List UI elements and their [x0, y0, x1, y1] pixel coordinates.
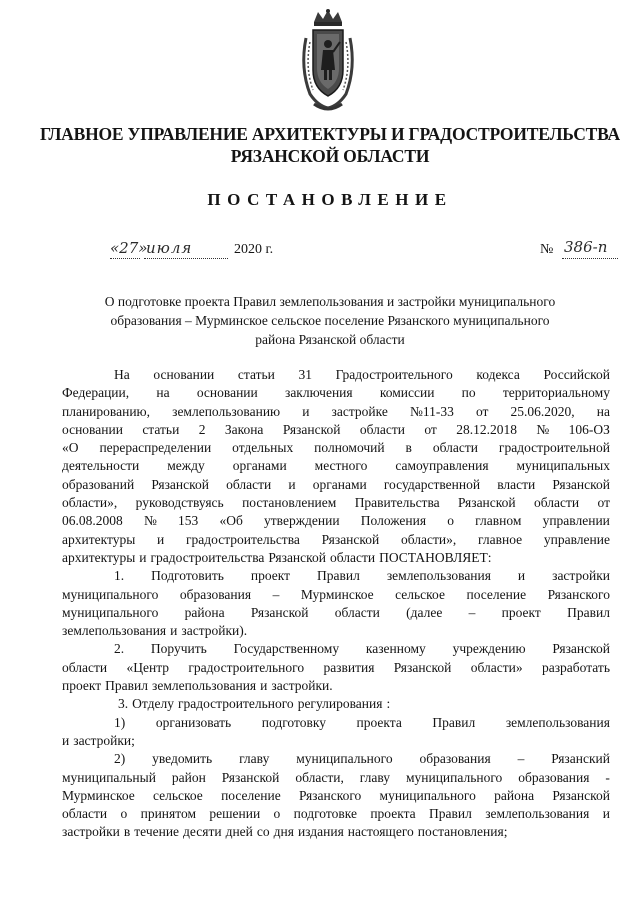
body-word: Рязанский — [551, 751, 610, 767]
body-word: главное — [478, 531, 523, 547]
body-line — [62, 604, 610, 622]
body-word: Правил — [567, 604, 610, 620]
body-word: власти — [497, 476, 536, 492]
body-word: основании — [62, 421, 123, 437]
body-word: со — [256, 824, 270, 840]
body-word: муниципального — [405, 769, 503, 785]
body-word: образования — [518, 769, 590, 785]
body-line — [62, 677, 610, 695]
body-word: управление — [543, 531, 610, 547]
body-word: и — [260, 678, 268, 694]
body-word: застройки — [552, 568, 610, 584]
body-word: градостроительного — [188, 659, 305, 675]
body-word: и — [302, 403, 310, 419]
body-word: Правил — [105, 678, 148, 694]
body-word: сельское — [152, 787, 203, 803]
body-word: 28.12.2018 — [456, 421, 517, 437]
body-word: отдельных — [232, 440, 294, 456]
body-word: области — [226, 476, 272, 492]
body-word: 3. — [118, 696, 129, 712]
body-word: и — [157, 531, 165, 547]
subject-line: О подготовке проекта Правил землепользования и застройки муниципального — [104, 294, 556, 309]
body-line — [62, 787, 610, 805]
body-word: землепользованию — [172, 403, 281, 419]
body-line — [62, 659, 610, 677]
body-word: заключения — [284, 385, 353, 401]
date-month: июля — [146, 239, 193, 257]
body-word: руководствуясь — [135, 495, 224, 511]
subject-line: образования – Мурминское сельское поселение Рязанского муниципального — [110, 313, 550, 328]
body-word: градостроительства — [150, 549, 265, 565]
body-word: области», — [62, 495, 118, 511]
body-word: Рязанской — [552, 641, 610, 657]
body-word: и — [602, 806, 610, 822]
body-line — [62, 823, 610, 841]
body-word: комиссии — [379, 385, 435, 401]
body-word: проекта — [356, 714, 402, 730]
body-word: уведомить — [152, 751, 213, 767]
body-word: дней — [225, 824, 253, 840]
body-word: 1. — [114, 568, 125, 584]
body-word: области — [330, 549, 376, 565]
body-word: области» — [470, 659, 523, 675]
body-word: Рязанской — [393, 659, 452, 675]
body-word: территориальному — [502, 385, 610, 401]
body-word: регулирования — [297, 696, 383, 712]
body-word: Мурминское — [62, 787, 135, 803]
body-word: проект — [501, 604, 541, 620]
body-word: муниципальных — [516, 458, 610, 474]
body-line — [62, 769, 610, 787]
body-line — [62, 805, 610, 823]
body-line — [62, 384, 610, 402]
body-word: Правил — [432, 714, 476, 730]
body-word: землепользования — [505, 714, 610, 730]
body-line — [62, 476, 610, 494]
body-word: в — [405, 440, 412, 456]
body-word: области — [62, 806, 108, 822]
date-day: «27» — [110, 239, 148, 257]
body-word: главу — [359, 769, 391, 785]
body-word: Рязанского — [298, 787, 362, 803]
body-word: градостроительства — [186, 531, 300, 547]
document-type-title: ПОСТАНОВЛЕНИЕ — [207, 190, 453, 209]
body-word: статьи — [142, 421, 180, 437]
date-year: 2020 г. — [234, 242, 274, 257]
body-word: от — [597, 495, 610, 511]
body-word: поселение — [221, 787, 281, 803]
body-word: о — [273, 806, 281, 822]
body-line — [62, 549, 610, 567]
body-word: подготовку — [261, 714, 326, 730]
body-word: образования — [419, 751, 491, 767]
body-word: 2 — [198, 421, 206, 437]
body-word: организовать — [155, 714, 232, 730]
body-word: кодекса — [476, 367, 520, 382]
body-word: Правительства — [354, 495, 440, 511]
body-line — [62, 421, 610, 439]
body-word: образования — [179, 586, 252, 602]
body-word: градостроительной — [498, 440, 610, 456]
body-word: 2) — [114, 751, 126, 767]
body-word: Подготовить — [151, 568, 224, 584]
body-word: полномочий — [314, 440, 385, 456]
body-word: муниципального — [62, 586, 159, 602]
body-word: На — [114, 367, 130, 382]
body-word: главу — [239, 751, 270, 767]
body-word: и — [139, 549, 147, 565]
body-word: № — [143, 513, 157, 529]
body-line — [62, 512, 610, 530]
body-word: Рязанской — [250, 604, 309, 620]
body-word: №11-33 — [409, 403, 454, 419]
body-line — [62, 695, 610, 713]
body-word: муниципальный — [62, 769, 156, 785]
body-word: землепользования — [386, 568, 491, 584]
body-word: на — [156, 385, 170, 401]
body-word: (далее — [406, 604, 443, 620]
body-word: и — [62, 732, 70, 748]
body-word: учреждению — [452, 641, 526, 657]
organization-name-line1: ГЛАВНОЕ УПРАВЛЕНИЕ АРХИТЕКТУРЫ И ГРАДОСТРОИТЕЛЬСТВА — [40, 124, 620, 144]
body-word: и — [170, 623, 178, 639]
body-word: Рязанской — [151, 476, 209, 492]
body-word: Поручить — [150, 641, 207, 657]
body-word: области — [534, 495, 580, 511]
body-word: 106-ОЗ — [568, 421, 610, 437]
body-word: – — [468, 604, 476, 620]
body-word: области — [359, 421, 405, 437]
body-word: 25.06.2020, — [510, 403, 575, 419]
body-word: сельское — [395, 586, 445, 602]
subject-line: района Рязанской области — [255, 332, 405, 347]
body-word: землепользования — [152, 678, 257, 694]
body-word: области — [334, 604, 380, 620]
coat-of-arms-emblem — [296, 8, 360, 118]
body-line — [62, 567, 610, 585]
body-word: управлении — [542, 513, 610, 529]
body-line — [62, 640, 610, 658]
body-line — [62, 494, 610, 512]
body-word: Рязанской — [321, 531, 380, 547]
body-word: между — [167, 458, 205, 474]
body-word: дня — [273, 824, 294, 840]
body-word: основании — [196, 385, 258, 401]
body-word: Отделу — [132, 696, 174, 712]
body-word: перераспределении — [99, 440, 212, 456]
body-word: застройки. — [271, 678, 333, 694]
body-word: области — [432, 440, 478, 456]
body-word: деятельности — [62, 458, 140, 474]
body-word: по — [461, 385, 476, 401]
body-line — [62, 732, 610, 750]
body-line — [62, 750, 610, 768]
body-word: Закона — [224, 421, 264, 437]
body-word: области — [62, 659, 108, 675]
body-word: Рязанской — [268, 549, 326, 565]
number-value: 386-п — [564, 238, 608, 256]
body-word: ПОСТАНОВЛЯЕТ: — [379, 549, 492, 565]
body-word: застройки). — [181, 623, 248, 639]
body-word: области, — [295, 769, 344, 785]
body-line — [62, 439, 610, 457]
body-word: местного — [314, 458, 368, 474]
body-word: Федерации, — [62, 385, 130, 401]
body-word: о — [120, 806, 128, 822]
body-word: Рязанского — [547, 586, 610, 602]
body-word: о — [447, 513, 454, 529]
body-word: государственной — [383, 476, 481, 492]
body-word: района — [184, 604, 225, 620]
body-word: Положения — [360, 513, 427, 529]
body-word: 2. — [114, 641, 125, 657]
body-line — [62, 531, 610, 549]
body-word: района — [494, 787, 535, 803]
body-line — [62, 366, 610, 384]
body-word: Рязанской — [221, 769, 280, 785]
body-word: самоуправления — [395, 458, 489, 474]
body-word: на — [596, 403, 610, 419]
body-word: – — [272, 586, 280, 602]
body-word: «Центр — [126, 659, 170, 675]
body-word: Правил — [317, 568, 360, 584]
body-word: издания — [297, 824, 344, 840]
body-word: проект — [62, 678, 102, 694]
body-word: застройки; — [73, 732, 135, 748]
body-word: Мурминское — [300, 586, 374, 602]
body-word: от — [475, 403, 489, 419]
body-word: застройке — [331, 403, 388, 419]
body-word: – — [517, 751, 525, 767]
body-word: основании — [153, 367, 215, 382]
body-word: Рязанской — [552, 787, 610, 803]
body-word: проект — [250, 568, 291, 584]
body-word: землепользования — [62, 623, 167, 639]
body-word: - — [605, 769, 610, 785]
body-word: архитектуры — [62, 531, 136, 547]
body-word: Правил — [429, 806, 472, 822]
body-word: землепользования — [485, 806, 590, 822]
body-word: район — [171, 769, 206, 785]
body-word: муниципального — [379, 787, 476, 803]
body-word: застройки — [62, 824, 120, 840]
body-word: Российской — [543, 367, 610, 382]
body-word: градостроительного — [177, 696, 294, 712]
body-word: принятом — [140, 806, 197, 822]
body-word: органами — [232, 458, 287, 474]
number-sign: № — [540, 242, 554, 257]
body-word: главном — [475, 513, 522, 529]
body-line — [62, 457, 610, 475]
body-word: «Об — [219, 513, 243, 529]
body-word: № — [536, 421, 550, 437]
body-word: течение — [134, 824, 180, 840]
body-word: подготовке — [293, 806, 357, 822]
body-word: муниципального — [296, 751, 393, 767]
body-word: разработать — [541, 659, 610, 675]
body-word: решении — [209, 806, 261, 822]
body-word: Рязанской — [552, 476, 610, 492]
organization-name-line2: РЯЗАНСКОЙ ОБЛАСТИ — [230, 146, 430, 166]
body-word: проекта — [370, 806, 416, 822]
body-word: развития — [323, 659, 375, 675]
body-word: «О — [62, 440, 79, 456]
body-word: и — [288, 476, 296, 492]
body-word: от — [424, 421, 437, 437]
body-word: 153 — [178, 513, 199, 529]
body-word: муниципального — [62, 604, 159, 620]
body-word: органами — [312, 476, 367, 492]
body-word: десяти — [183, 824, 222, 840]
body-word: статьи — [237, 367, 275, 382]
body-word: 1) — [114, 714, 126, 730]
body-line — [62, 403, 610, 421]
body-word: области», — [401, 531, 457, 547]
body-word: планированию, — [62, 403, 151, 419]
body-word: Рязанской — [282, 421, 341, 437]
body-word: постановления; — [417, 824, 508, 840]
body-word: Государственному — [233, 641, 340, 657]
body-word: постановлением — [242, 495, 337, 511]
body-word: поселение — [466, 586, 527, 602]
body-word: утверждении — [264, 513, 340, 529]
body-word: архитектуры — [62, 549, 136, 565]
body-word: 31 — [298, 367, 312, 382]
body-word: Рязанской — [458, 495, 516, 511]
body-word: образований — [62, 476, 135, 492]
body-line — [62, 622, 610, 640]
document-body — [62, 366, 610, 842]
document-subject — [60, 292, 600, 349]
body-word: 06.08.2008 — [62, 513, 123, 529]
body-word: и — [517, 568, 526, 584]
body-word: : — [386, 696, 391, 712]
body-word: казенному — [365, 641, 426, 657]
body-line — [62, 714, 610, 732]
body-word: настоящего — [347, 824, 414, 840]
body-word: Градостроительного — [335, 367, 453, 382]
body-line — [62, 586, 610, 604]
body-word: в — [123, 824, 131, 840]
